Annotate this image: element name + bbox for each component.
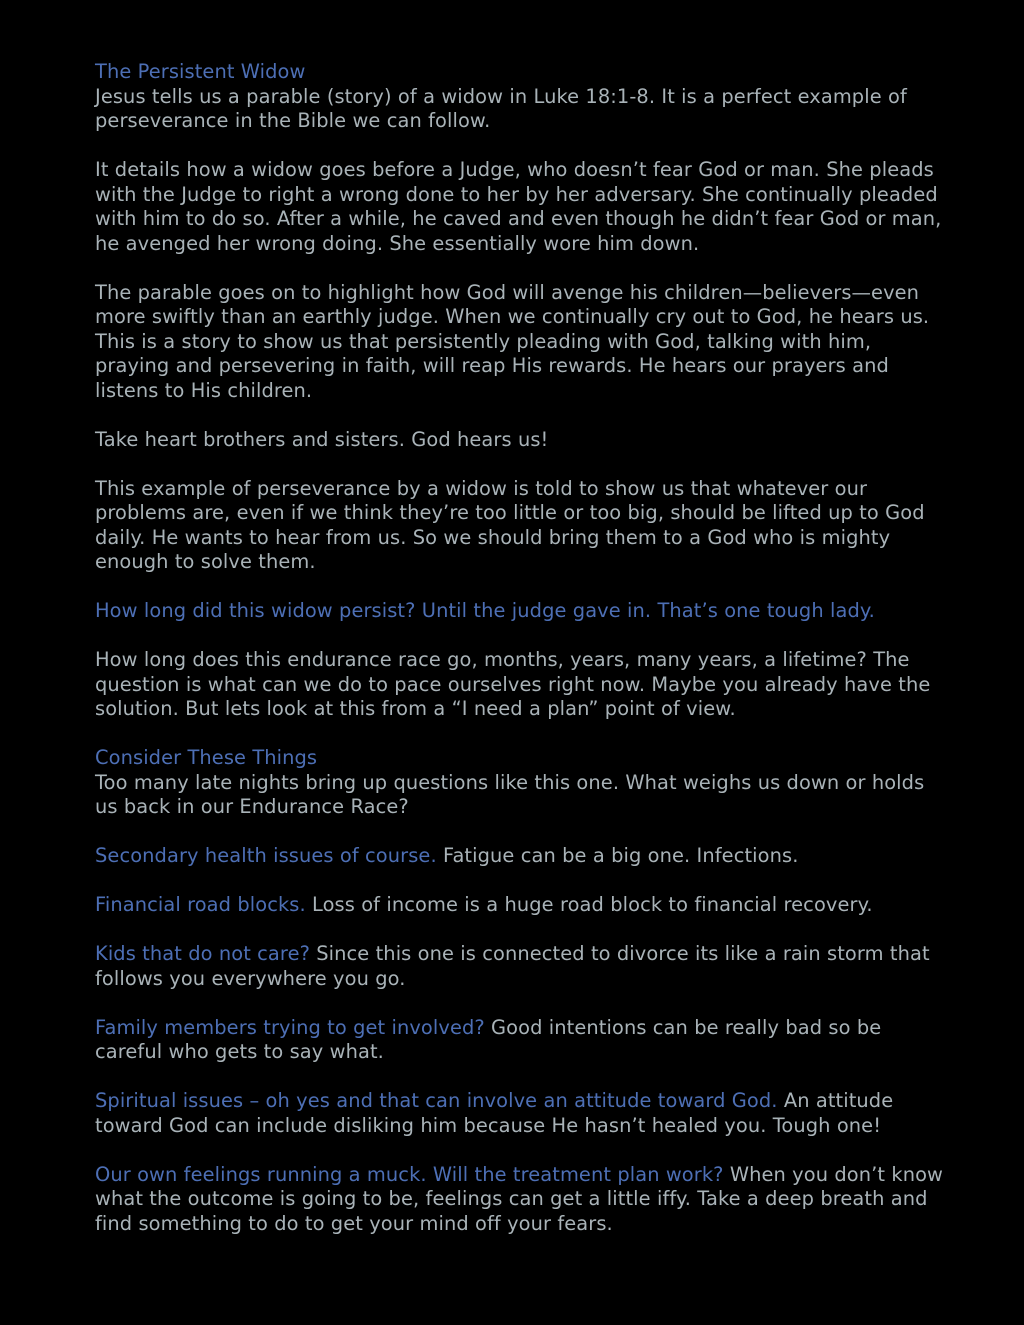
- section-title: Consider These Things: [95, 746, 318, 769]
- paragraph-example-perseverance: This example of perseverance by a widow is told to show us that whatever our problems are, even if we think they’re too little or too big, should be lifted up to God daily. He wants to hear from us. So we should bring them to a God who is mighty enough to solve them.: [95, 476, 925, 573]
- highlight-question: How long did this widow persist? Until the judge gave in. That’s one tough lady.: [95, 599, 875, 622]
- item-text: When you don’t know what the outcome is going to be, feelings can get a little iffy. Take a deep breath and find something to do to get your mind off your fears.: [95, 1162, 944, 1235]
- paragraph-parable-meaning: The parable goes on to highlight how God will avenge his children—believers—even more swiftly than an earthly judge. When we continually cry out to God, he hears us. This is a story to show us that persistently pleading with God, talking with him, praying and persevering in faith, will reap His rewards. He hears our prayers and listens to His children.: [95, 280, 930, 402]
- section-block: [95, 746, 945, 820]
- list-item: [95, 893, 945, 918]
- item-text: Good intentions can be really bad so be careful who gets to say what.: [95, 1015, 882, 1063]
- intro-block: [95, 60, 945, 134]
- list-item: [95, 1163, 945, 1237]
- list-item: [95, 942, 945, 991]
- item-lead: Kids that do not care?: [95, 942, 310, 965]
- list-item: [95, 1016, 945, 1065]
- item-text: Loss of income is a huge road block to financial recovery.: [305, 893, 873, 916]
- item-lead: Secondary health issues of course.: [95, 844, 437, 867]
- intro-paragraph: Jesus tells us a parable (story) of a widow in Luke 18:1-8. It is a perfect example of perseverance in the Bible we can follow.: [95, 84, 907, 132]
- list-item: [95, 844, 945, 869]
- document-title: The Persistent Widow: [95, 60, 306, 83]
- item-lead: Our own feelings running a muck. Will the treatment plan work?: [95, 1162, 724, 1186]
- item-lead: Family members trying to get involved?: [95, 1015, 485, 1039]
- item-text: Fatigue can be a big one. Infections.: [436, 844, 799, 867]
- item-text: Since this one is connected to divorce its like a rain storm that follows you everywhere you go.: [95, 942, 930, 990]
- document-page: [95, 60, 945, 1261]
- paragraph-widow-judge: It details how a widow goes before a Judge, who doesn’t fear God or man. She pleads with the Judge to right a wrong done to her by her adversary. She continually pleaded with him to do so. After a while, he caved and even though he didn’t fear God or man, he avenged her wrong doing. She essentially wore him down.: [95, 158, 942, 255]
- item-text: An attitude toward God can include disliking him because He hasn’t healed you. Tough one!: [95, 1089, 894, 1137]
- paragraph-take-heart: Take heart brothers and sisters. God hears us!: [95, 427, 549, 451]
- list-item: [95, 1089, 945, 1138]
- section-intro: Too many late nights bring up questions like this one. What weighs us down or holds us back in our Endurance Race?: [95, 770, 925, 818]
- item-lead: Spiritual issues – oh yes and that can involve an attitude toward God.: [95, 1089, 778, 1112]
- paragraph-endurance-race: How long does this endurance race go, months, years, many years, a lifetime? The question is what can we do to pace ourselves right now. Maybe you already have the solution. But lets look at this from a “I need a plan” point of view.: [95, 648, 931, 720]
- item-lead: Financial road blocks.: [95, 893, 306, 916]
